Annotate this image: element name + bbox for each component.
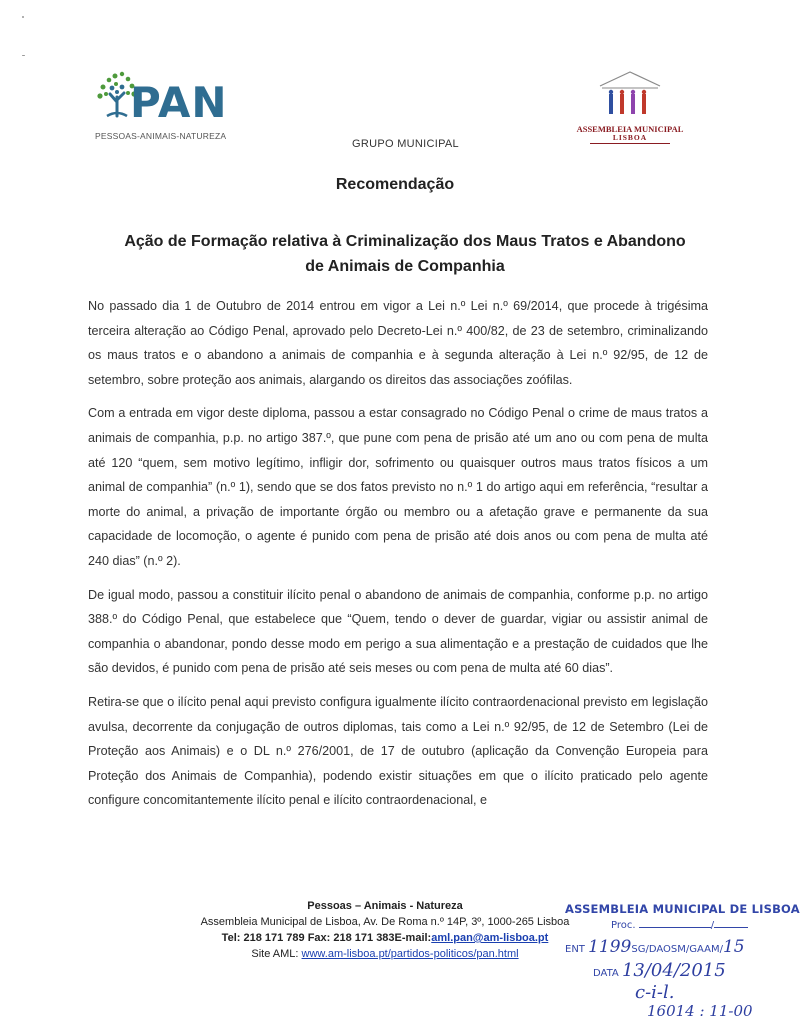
stamp-proc (611, 920, 748, 931)
pan-subtitle: PESSOAS-ANIMAIS-NATUREZA (95, 131, 227, 141)
stamp-date-value: 13/04/2015 (621, 960, 726, 981)
stamp-data-label: DATA (593, 968, 619, 979)
stamp-entry (565, 937, 745, 957)
aml-divider (590, 143, 670, 144)
stamp-proc-separator: / (710, 920, 715, 931)
document-title: Ação de Formação relativa à Criminalização dos Maus Tratos e Abandono de Animais de Companhia (124, 233, 686, 275)
footer-org: Pessoas – Animais - Natureza (307, 900, 463, 912)
footer-contact (150, 930, 620, 946)
footer-site-label: Site AML: (251, 948, 302, 960)
stamp-title: ASSEMBLEIA MUNICIPAL DE LISBOA (565, 902, 800, 916)
paragraph: No passado dia 1 de Outubro de 2014 entrou em vigor a Lei n.º Lei n.º 69/2014, que procede à trigésima terceira alteração ao Código Penal, aprovado pelo Decreto-Lei n.º 400/82, de 23 de setembro, criminalizando os maus tratos e o abandono a animais de companhia e à segunda alteração à Lei n.º 92/95, de 12 de setembro, sobre proteção aos animais, alargando os direitos das associações zoófilas. (88, 299, 708, 387)
pan-logo-text: PAN (130, 78, 228, 127)
stamp-signature: c-i-l. (635, 982, 675, 1003)
stamp-ent-label: ENT (565, 944, 585, 955)
stamp-ent-year: 15 (722, 937, 745, 957)
entry-stamp (565, 898, 800, 1024)
footer-address: Assembleia Municipal de Lisboa, Av. De Roma n.º 14P, 3º, 1000-265 Lisboa (200, 916, 570, 928)
paragraph: De igual modo, passou a constituir ilícito penal o abandono de animais de companhia, conforme p.p. no artigo 388.º do Código Penal, que estabelece que “Quem, tendo o dever de guardar, vigiar ou assistir animal de companhia o abandonar, pondo desse modo em perigo a sua alimentação e a prestação de cuidados que lhe são devidos, é punido com pena de prisão até seis meses ou com pena de multa até 60 dias”. (88, 587, 708, 676)
scan-dot (22, 55, 25, 56)
footer-email-label: E-mail: (394, 932, 432, 944)
footer-phone-fax: Tel: 218 171 789 Fax: 218 171 383 (221, 932, 395, 944)
document-type: Recomendação (335, 176, 455, 193)
stamp-date (593, 960, 726, 981)
group-label: GRUPO MUNICIPAL (352, 138, 459, 150)
document-body (88, 294, 708, 822)
stamp-ent-code: SG/DAOSM/GAAM/ (631, 944, 723, 955)
footer-site (150, 946, 620, 962)
stamp-ent-number: 1199 (588, 937, 632, 957)
footer-email-link[interactable]: aml.pan@am-lisboa.pt (431, 932, 549, 944)
footer-site-link[interactable]: www.am-lisboa.pt/partidos-politicos/pan.html (301, 948, 519, 960)
aml-building-icon (596, 68, 664, 120)
scan-dot (22, 16, 24, 18)
paragraph: Retira-se que o ilícito penal aqui previsto configura igualmente ilícito contraordenacional previsto em legislação avulsa, decorrente da conjugação de outros diplomas, tais como a Lei n.º 92/95, de 12 de Setembro (Lei de Proteção aos Animais) e o DL n.º 276/2001, de 17 de outubro (aplicação da Convenção Europeia para Proteção dos Animais de Companhia), podendo existir situações em que o ilícito praticado pelo agente configure concomitantemente ilícito penal e ilícito contraordenacional, e (88, 694, 708, 808)
stamp-proc-label: Proc. (611, 920, 636, 931)
aml-city: LISBOA (612, 133, 648, 142)
paragraph: Com a entrada em vigor deste diploma, passou a estar consagrado no Código Penal o crime de maus tratos a animais de companhia, p.p. no artigo 387.º, que pune com pena de prisão até um ano ou com pena de multa até 120 “quem, sem motivo legítimo, infligir dor, sofrimento ou quaisquer outros maus tratos físicos a um animal de companhia” (n.º 1), sendo que se dos fatos previsto no n.º 1 do artigo aqui em referência, “resultar a morte do animal, a privação de importante órgão ou membro ou a afetação grave e permanente da sua capacidade de locomoção, o agente é punido com pena de prisão até dois anos ou com pena de multa até 240 dias” (n.º 2). (88, 406, 708, 568)
stamp-reference: 16014 : 11-00 (647, 1002, 753, 1020)
page-footer (150, 898, 620, 962)
aml-name: ASSEMBLEIA MUNICIPAL (576, 124, 684, 134)
